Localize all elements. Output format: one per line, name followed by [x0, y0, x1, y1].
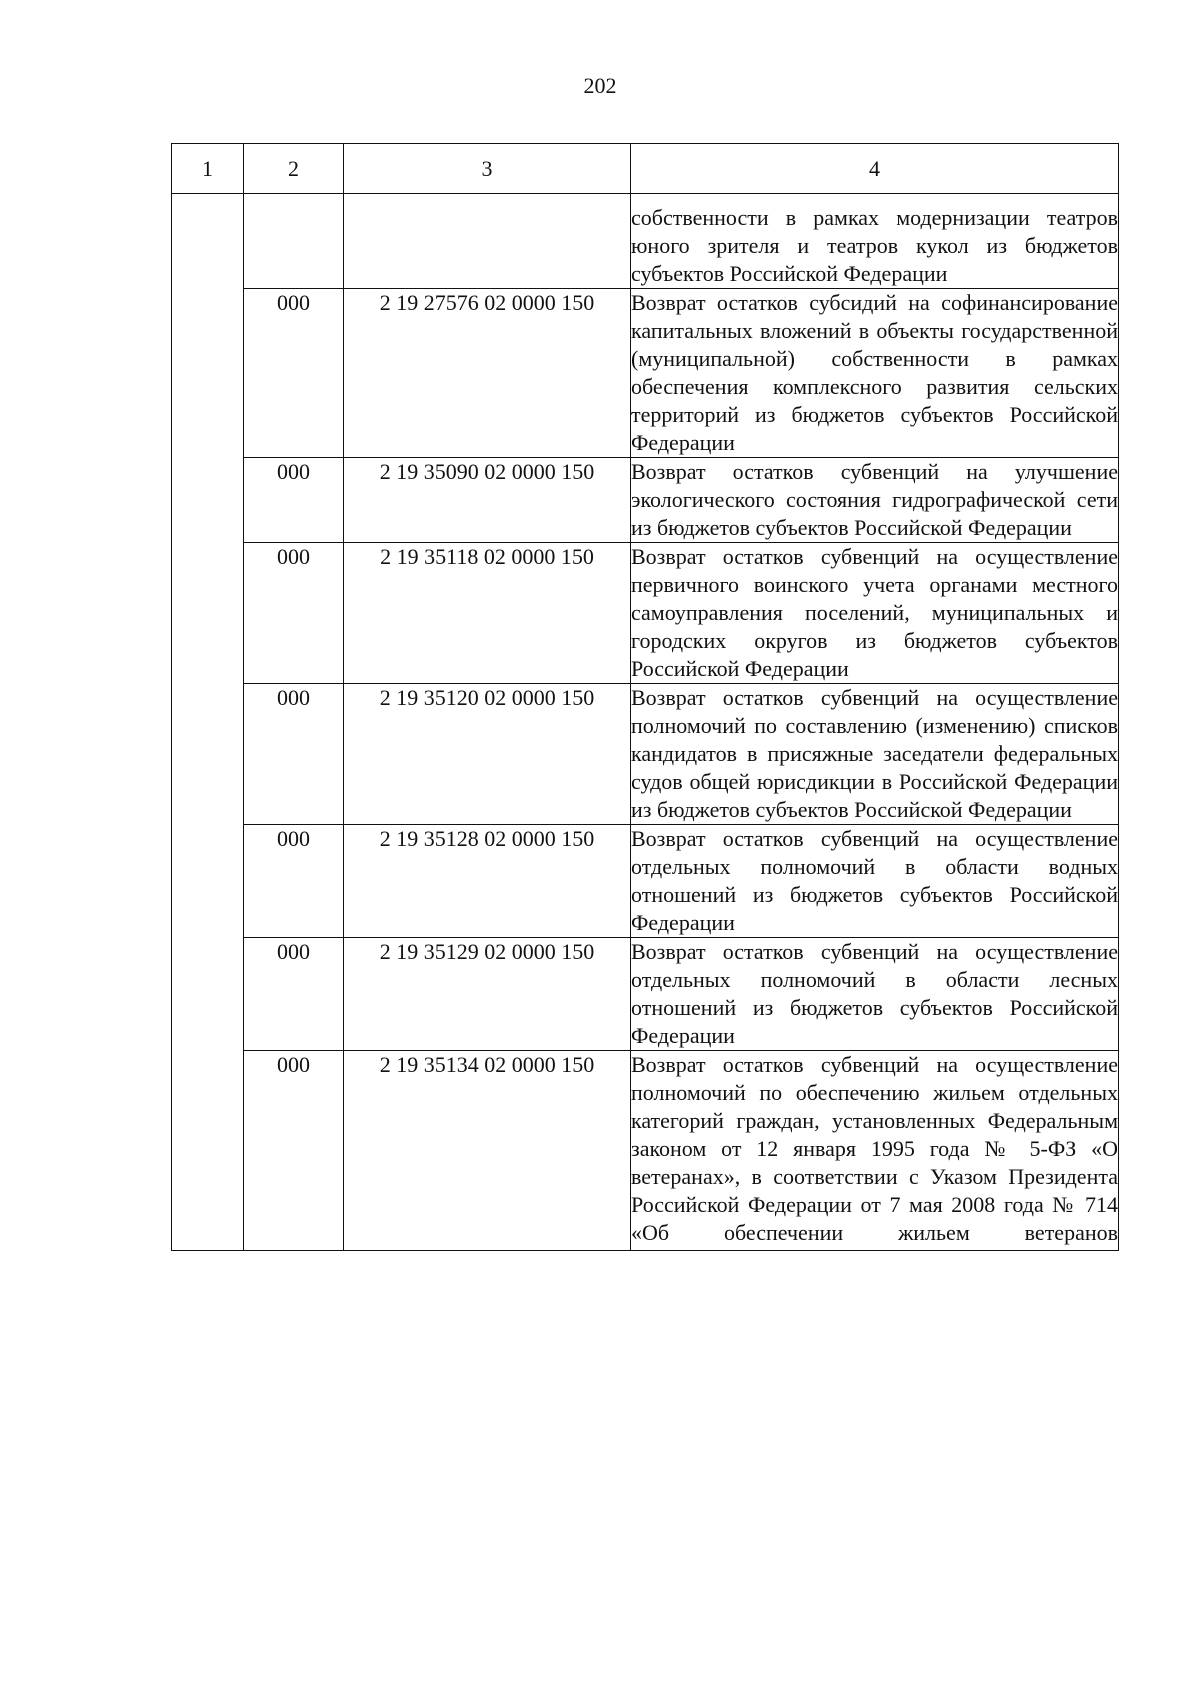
description-cell: Возврат остатков субвенций на улучшение экологического состояния гидрографической сети из бюджетов субъектов Российской Федерации: [631, 458, 1119, 543]
table-row: [172, 825, 1119, 938]
admin-code-cell: 000: [244, 684, 344, 825]
table-row: [172, 1051, 1119, 1251]
budget-code-cell: 2 19 35120 02 0000 150: [344, 684, 631, 825]
description-cell: Возврат остатков субвенций на осуществление отдельных полномочий в области лесных отношений из бюджетов субъектов Российской Федерации: [631, 938, 1119, 1051]
description-cell: Возврат остатков субсидий на софинансирование капитальных вложений в объекты государственной (муниципальной) собственности в рамках обеспечения комплексного развития сельских территорий из бюджетов субъектов Российской Федерации: [631, 289, 1119, 458]
table-row: [172, 289, 1119, 458]
merged-col-1-cell: [172, 194, 244, 1251]
admin-code-cell: 000: [244, 1051, 344, 1251]
header-col-1: 1: [172, 144, 244, 194]
description-cell: Возврат остатков субвенций на осуществление первичного воинского учета органами местного самоуправления поселений, муниципальных и городских округов из бюджетов субъектов Российской Федерации: [631, 543, 1119, 684]
budget-code-cell: 2 19 35090 02 0000 150: [344, 458, 631, 543]
description-cell: Возврат остатков субвенций на осуществление полномочий по составлению (изменению) списков кандидатов в присяжные заседатели федеральных судов общей юрисдикции в Российской Федерации из бюджетов субъектов Российской Федерации: [631, 684, 1119, 825]
table-row-continuation: [172, 194, 1119, 289]
description-cell: Возврат остатков субвенций на осуществление полномочий по обеспечению жильем отдельных категорий граждан, установленных Федеральным законом от 12 января 1995 года № 5-ФЗ «О ветеранах», в соответствии с Указом Президента Российской Федерации от 7 мая 2008 года № 714 «Об обеспечении жильем ветеранов: [631, 1051, 1119, 1251]
admin-code-cell: 000: [244, 289, 344, 458]
budget-code-cell: 2 19 35129 02 0000 150: [344, 938, 631, 1051]
admin-code-cell: 000: [244, 458, 344, 543]
budget-code-cell: 2 19 27576 02 0000 150: [344, 289, 631, 458]
table-row: [172, 543, 1119, 684]
admin-code-cell: 000: [244, 938, 344, 1051]
budget-code-cell: 2 19 35134 02 0000 150: [344, 1051, 631, 1251]
admin-code-cell: [244, 194, 344, 289]
header-col-4: 4: [631, 144, 1119, 194]
table-row: [172, 938, 1119, 1051]
admin-code-cell: 000: [244, 825, 344, 938]
budget-code-cell: [344, 194, 631, 289]
budget-code-cell: 2 19 35128 02 0000 150: [344, 825, 631, 938]
budget-codes-table: [171, 143, 1119, 1251]
description-cell: собственности в рамках модернизации театров юного зрителя и театров кукол из бюджетов субъектов Российской Федерации: [631, 194, 1119, 289]
admin-code-cell: 000: [244, 543, 344, 684]
table-row: [172, 684, 1119, 825]
description-cell: Возврат остатков субвенций на осуществление отдельных полномочий в области водных отношений из бюджетов субъектов Российской Федерации: [631, 825, 1119, 938]
table-row: [172, 458, 1119, 543]
table-header-row: [172, 144, 1119, 194]
page-number: 202: [583, 73, 617, 98]
budget-code-cell: 2 19 35118 02 0000 150: [344, 543, 631, 684]
header-col-3: 3: [344, 144, 631, 194]
header-col-2: 2: [244, 144, 344, 194]
